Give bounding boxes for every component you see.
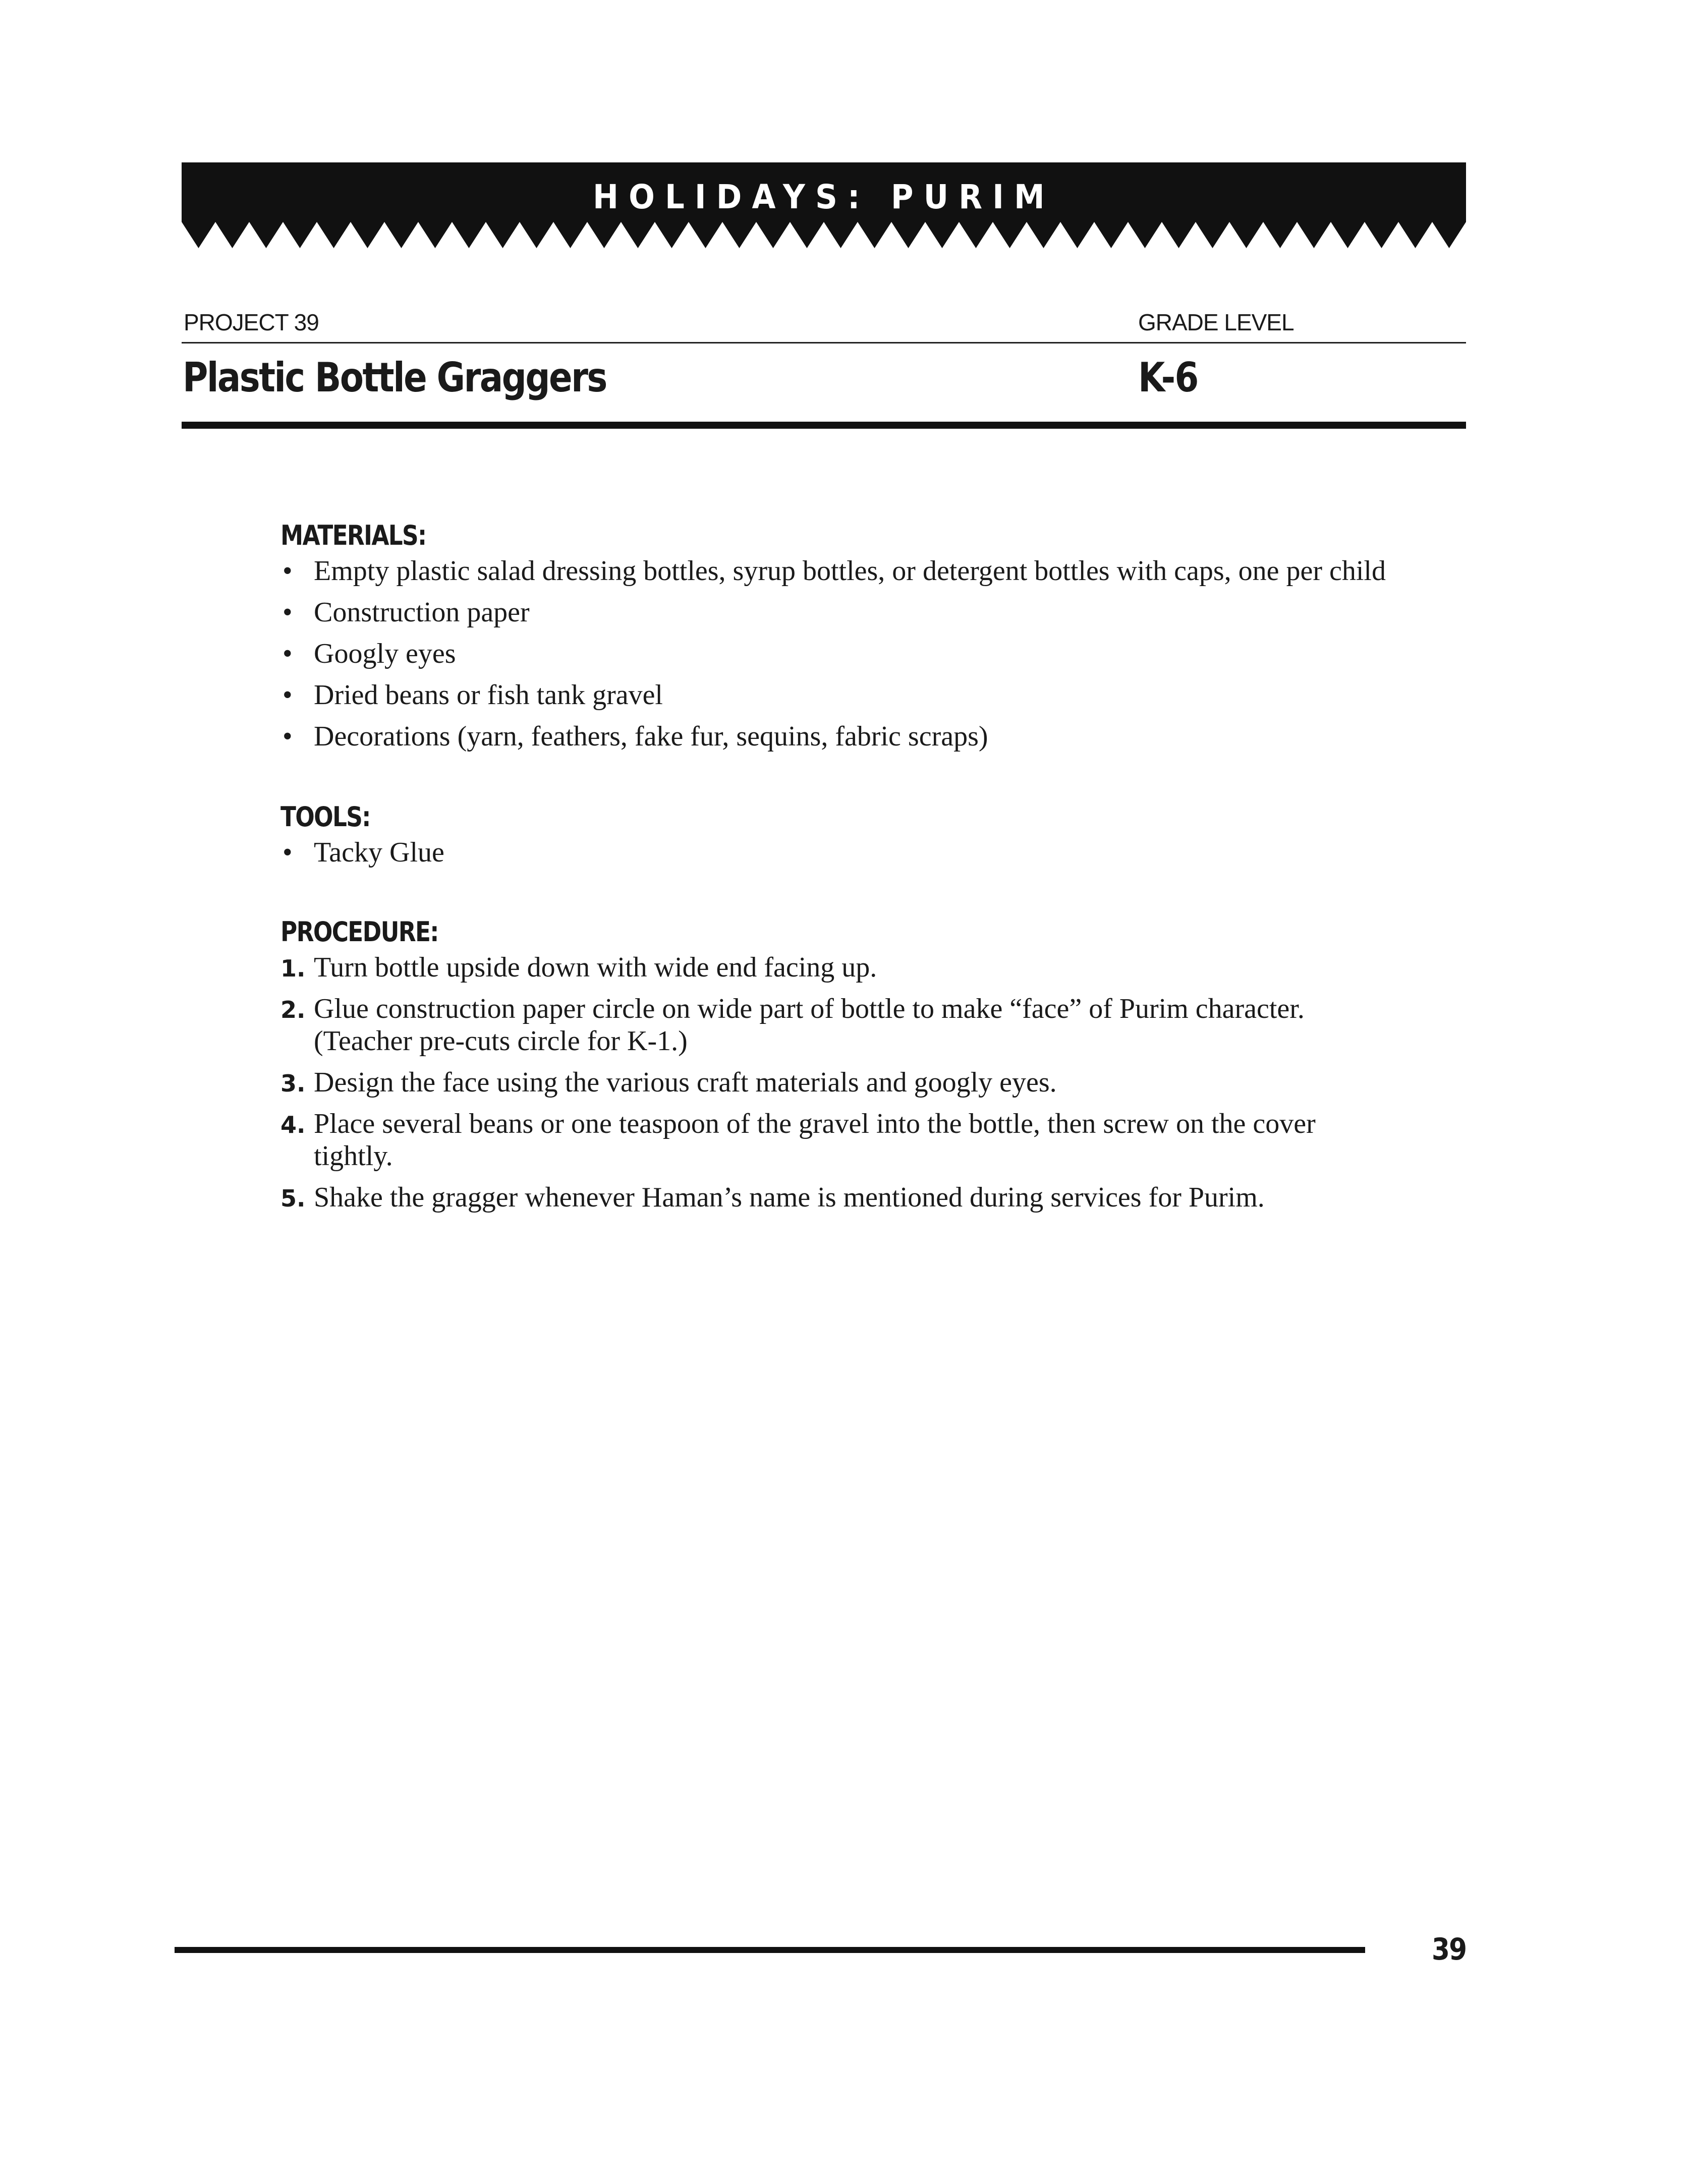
procedure-heading: PROCEDURE: [280, 916, 438, 948]
procedure-step [280, 1108, 1390, 1172]
materials-heading: MATERIALS: [280, 520, 426, 551]
step-number: 3. [280, 1070, 306, 1097]
list-item [280, 596, 1390, 628]
banner-title: HOLIDAYS: PURIM [593, 178, 1055, 216]
tools-heading: TOOLS: [280, 801, 370, 833]
step-text: Shake the gragger whenever Haman’s name is mentioned during services for Purim. [314, 1182, 1265, 1213]
step-number: 5. [280, 1185, 306, 1212]
grade-level-label: GRADE LEVEL [1138, 309, 1294, 335]
tools-item-text: Tacky Glue [314, 837, 444, 868]
materials-item-text: Empty plastic salad dressing bottles, syrup bottles, or detergent bottles with caps, one per child [314, 555, 1386, 587]
materials-item-text: Dried beans or fish tank gravel [314, 679, 663, 711]
footer-divider [175, 1947, 1365, 1953]
project-number-label: PROJECT 39 [184, 309, 319, 335]
procedure-step [280, 1066, 1390, 1099]
step-number: 4. [280, 1111, 306, 1138]
step-text: Design the face using the various craft materials and googly eyes. [314, 1067, 1057, 1098]
bullet-icon: • [283, 837, 293, 868]
procedure-step [280, 1181, 1390, 1214]
procedure-step [280, 993, 1390, 1057]
step-number: 2. [280, 996, 306, 1023]
bullet-icon: • [283, 597, 293, 628]
section-banner [182, 162, 1466, 258]
list-item [280, 638, 1390, 670]
tools-list [280, 836, 1390, 869]
materials-item-text: Construction paper [314, 597, 530, 628]
page-number: 39 [1432, 1932, 1467, 1967]
procedure-step [280, 951, 1390, 984]
list-item [280, 679, 1390, 711]
materials-list [280, 555, 1390, 753]
project-content [280, 520, 1390, 1223]
bullet-icon: • [283, 721, 293, 752]
step-text: Turn bottle upside down with wide end facing up. [314, 952, 877, 983]
procedure-list [280, 951, 1390, 1214]
header-divider [182, 342, 1466, 343]
title-divider [182, 422, 1466, 429]
project-title: Plastic Bottle Graggers [183, 354, 606, 401]
step-number: 1. [280, 955, 306, 982]
bullet-icon: • [283, 555, 293, 587]
step-text: Glue construction paper circle on wide part of bottle to make “face” of Purim character. (Teacher pre-cuts circle for K-1.) [314, 993, 1305, 1057]
grade-level-value: K-6 [1138, 354, 1198, 401]
materials-item-text: Googly eyes [314, 638, 456, 669]
list-item [280, 555, 1390, 587]
list-item [280, 720, 1390, 753]
step-text: Place several beans or one teaspoon of the gravel into the bottle, then screw on the cover tightly. [314, 1108, 1316, 1172]
bullet-icon: • [283, 638, 293, 669]
bullet-icon: • [283, 679, 293, 711]
list-item [280, 836, 1390, 869]
materials-item-text: Decorations (yarn, feathers, fake fur, sequins, fabric scraps) [314, 721, 988, 752]
